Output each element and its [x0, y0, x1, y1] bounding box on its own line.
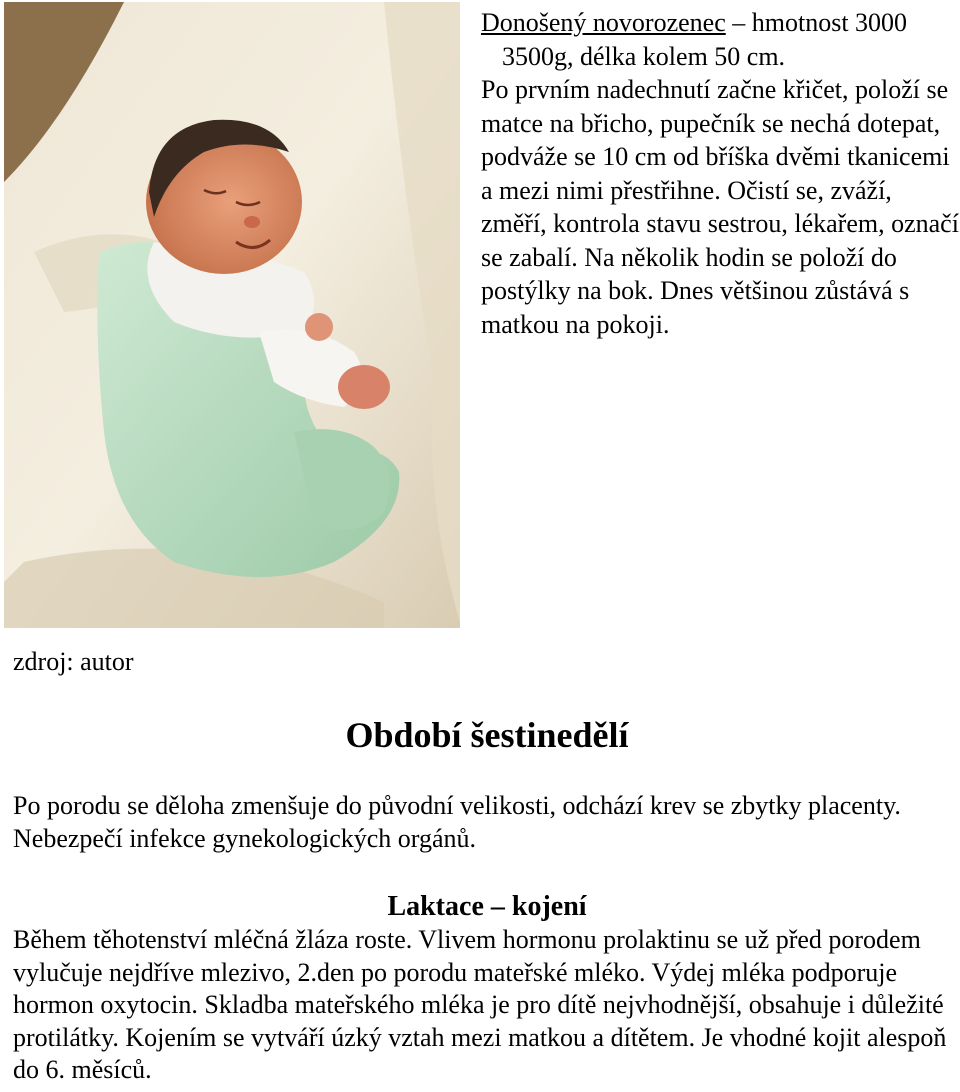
lactation-paragraph: Během těhotenství mléčná žláza roste. Vlivem hormonu prolaktinu se už před porodem vylučuje nejdříve mlezivo, 2.den po porodu mateřské mléko. Výdej mléka podporuje hormon oxytocin. Skladba mateřského mléka je pro dítě nejvhodnější, obsahuje i důležité protilátky. Kojením se vytváří úzký vztah mezi matkou a dítětem. Je vhodné kojit alespoň do 6. měsíců. [13, 925, 947, 1084]
baby-hand [338, 365, 390, 409]
newborn-illustration [4, 2, 460, 628]
newborn-term: Donošený novorozenec [481, 8, 726, 37]
newborn-description [481, 6, 960, 341]
section-heading-puerperium: Období šestinedělí [345, 715, 629, 755]
newborn-weight-length: 3500g, délka kolem 50 cm. [502, 41, 786, 71]
section-heading-lactation: Laktace – kojení [387, 891, 587, 922]
newborn-intro: Donošený novorozenec – hmotnost 3000 [481, 8, 908, 37]
image-source: zdroj: autor [13, 647, 134, 676]
newborn-photo [4, 2, 460, 628]
puerperium-paragraph: Po porodu se děloha zmenšuje do původní velikosti, odchází krev se zbytky placenty. Nebezpečí infekce gynekologických orgánů. [13, 791, 901, 853]
newborn-care-paragraph: Po prvním nadechnutí začne křičet, položí se matce na břicho, pupečník se nechá dotepat, podváže se 10 cm od bříška dvěmi tkanicemi a mezi nimi přestřihne. Očistí se, zváží, změří, kontrola stavu sestrou, lékařem, označí se zabalí. Na několik hodin se položí do postýlky na bok. Dnes většinou zůstává s matkou na pokoji. [481, 75, 959, 339]
